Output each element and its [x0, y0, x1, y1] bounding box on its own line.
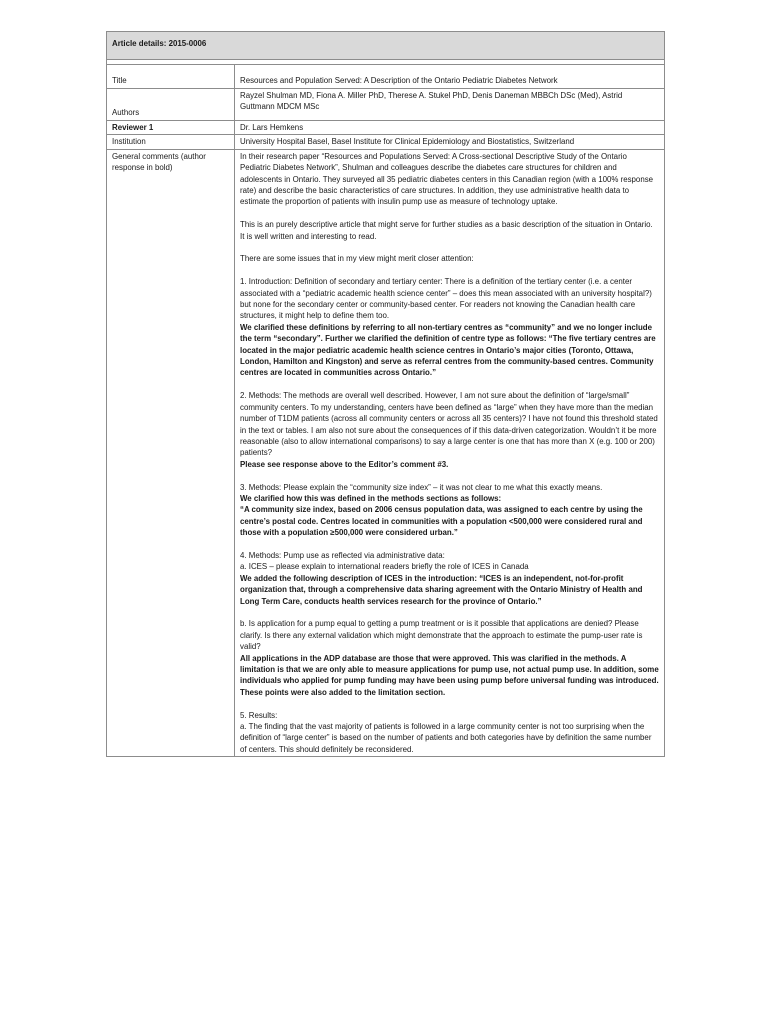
comment-point-1: 1. Introduction: Definition of secondary and tertiary center: There is a definition of the tertiary center (i.e. a center associated with a “pediatric academic health science center” – does this mean associated with an university hospital?) but none for the secondary center or community-based center. For readers not knowing the Canadian health care structures, it might help to define them too. — [240, 277, 652, 321]
header-row — [107, 32, 665, 60]
comment-point-2: 2. Methods: The methods are overall well described. However, I am not sure about the definition of “large/small” community centers. To my understanding, centers have been defined as “large” when they have more than the median number of T1DM patients (across all community centers or across all 35 centers)? I have not found this threshold stated in the text or tables. I am also not sure about the consequences of if this data-driven categorization. Wouldn’t it be more reasonable (also to allow international comparisons) to say a large center is one that has more than X (e.g. 100 or 200) patients? — [240, 391, 658, 458]
comment-point-4: 4. Methods: Pump use as reflected via administrative data: — [240, 550, 445, 560]
comment-issues: There are some issues that in my view might merit closer attention: — [240, 254, 474, 264]
response-point-1: We clarified these definitions by referring to all non-tertiary centres as “community” and we no longer include the term “secondary”. Further we clarified the definition of centre type as follows: “The five tertiary centres are located in the major pediatric academic health science centres in Ontario’s major cities (Toronto, Ottawa, London, Hamilton and Kingston) and serve as referral centres from the community-based centres. Community centres are located in communities across Ontario.” — [240, 322, 656, 378]
authors-row — [107, 89, 665, 121]
comments-row — [107, 149, 665, 756]
comments-body — [235, 149, 665, 756]
reviewer-value: Dr. Lars Hemkens — [235, 121, 665, 135]
title-row — [107, 65, 665, 89]
institution-label: Institution — [107, 135, 235, 149]
response-point-2: Please see response above to the Editor’s comment #3. — [240, 459, 449, 469]
title-value: Resources and Population Served: A Description of the Ontario Pediatric Diabetes Network — [235, 65, 665, 89]
comment-point-5: 5. Results: — [240, 710, 278, 720]
comment-point-3: 3. Methods: Please explain the “community size index” – it was not clear to me what this exactly means. — [240, 482, 603, 492]
response-point-4a: We added the following description of ICES in the introduction: “ICES is an independent, not-for-profit organization that, through a comprehensive data sharing agreement with the Ontario Ministry of Health and Long Term Care, conducts health services research for the province of Ontario.” — [240, 573, 643, 606]
reviewer-row — [107, 121, 665, 135]
authors-value: Rayzel Shulman MD, Fiona A. Miller PhD, Therese A. Stukel PhD, Denis Daneman MBBCh DSc (Med), Astrid Guttmann MDCM MSc — [235, 89, 665, 121]
response-point-3-quote: “A community size index, based on 2006 census population data, was assigned to each centre by using the centre’s postal code. Centres located in communities with a population <500,000 were considered rural and those with a population ≥500,000 were considered urban.” — [240, 505, 643, 538]
comment-point-5a: a. The finding that the vast majority of patients is followed in a large community center is not too surprising when the definition of “large center” is based on the number of patients and both categories have by definition the same number of centers. This should definitely be reconsidered. — [240, 722, 652, 754]
comment-point-4b: b. Is application for a pump equal to getting a pump treatment or is it possible that applications are denied? Please clarify. Is there any external validation which might demonstrate that the approach to estimate the pump-user rate is valid? — [240, 619, 643, 652]
reviewer-label: Reviewer 1 — [107, 121, 235, 135]
comment-intro: In their research paper “Resources and Populations Served: A Cross-sectional Descriptive Study of the Ontario Pediatric Diabetes Network”, Shulman and colleagues describe the diabetes care structures for children and adolescents in Ontario. They surveyed all 35 pediatric diabetes centers in this Canadian region (with a 100% response rate) and describe the basic characteristics of care structures. In addition, they use administrative health data to estimate the proportion of patients with insulin pump use as measure of technology uptake. — [240, 151, 654, 207]
response-point-3-intro: We clarified how this was defined in the methods sections as follows: — [240, 493, 502, 503]
comments-label: General comments (author response in bold) — [107, 149, 235, 756]
comment-point-4a: a. ICES – please explain to international readers briefly the role of ICES in Canada — [240, 562, 529, 572]
article-details-header: Article details: 2015-0006 — [107, 32, 665, 60]
institution-row — [107, 135, 665, 149]
comment-summary: This is an purely descriptive article that might serve for further studies as a basic description of the situation in Ontario. It is well written and interesting to read. — [240, 220, 653, 241]
authors-label: Authors — [107, 89, 235, 121]
title-label: Title — [107, 65, 235, 89]
institution-value: University Hospital Basel, Basel Institute for Clinical Epidemiology and Biostatistics, Switzerland — [235, 135, 665, 149]
response-point-4b: All applications in the ADP database are those that were approved. This was clarified in the methods. A limitation is that we are only able to measure applications for pump use, not actual pump use. In addition, some individuals who applied for pump funding may have been using pump before universal funding was introduced. These points were also added to the limitation section. — [240, 653, 659, 697]
article-review-table — [106, 31, 665, 757]
